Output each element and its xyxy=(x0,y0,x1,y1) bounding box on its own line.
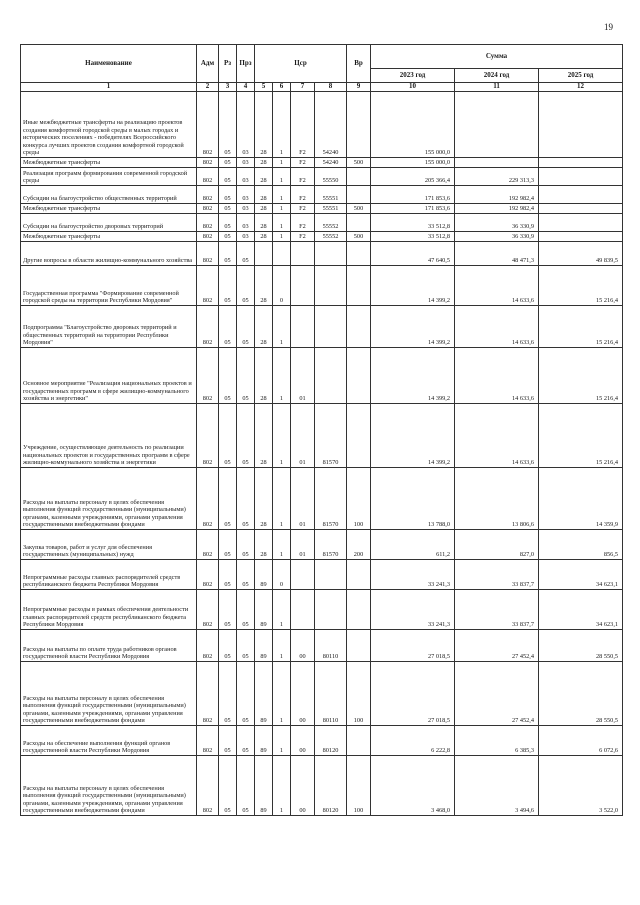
row-rz: 05 xyxy=(219,630,237,662)
row-csr-event: 00 xyxy=(291,630,315,662)
row-prz: 03 xyxy=(237,214,255,232)
row-adm: 802 xyxy=(197,168,219,186)
row-csr-event: 01 xyxy=(291,348,315,404)
row-csr-code: 55551 xyxy=(315,204,347,214)
row-sum-2024: 14 633,6 xyxy=(455,404,539,468)
row-name: Подпрограмма "Благоустройство дворовых территорий и общественных территорий на территории Республики Мордовия" xyxy=(21,306,197,348)
row-vr xyxy=(347,404,371,468)
row-csr-event: 00 xyxy=(291,756,315,816)
row-sum-2025 xyxy=(539,232,623,242)
row-sum-2023: 13 788,0 xyxy=(371,468,455,530)
row-vr xyxy=(347,560,371,590)
row-vr: 200 xyxy=(347,530,371,560)
row-sum-2023: 171 853,6 xyxy=(371,204,455,214)
row-rz: 05 xyxy=(219,92,237,158)
row-prz: 05 xyxy=(237,662,255,726)
row-prz: 03 xyxy=(237,186,255,204)
row-prz: 05 xyxy=(237,756,255,816)
header-2025: 2025 год xyxy=(539,69,623,83)
row-adm: 802 xyxy=(197,404,219,468)
row-csr-code: 55552 xyxy=(315,232,347,242)
row-sum-2025: 34 623,1 xyxy=(539,560,623,590)
row-sum-2025: 15 216,4 xyxy=(539,266,623,306)
row-vr xyxy=(347,590,371,630)
column-number: 10 xyxy=(371,83,455,92)
row-sum-2024: 14 633,6 xyxy=(455,266,539,306)
column-number: 11 xyxy=(455,83,539,92)
row-csr-code: 81570 xyxy=(315,404,347,468)
row-csr-subprogram: 1 xyxy=(273,662,291,726)
row-sum-2024 xyxy=(455,92,539,158)
row-prz: 05 xyxy=(237,726,255,756)
column-number: 3 xyxy=(219,83,237,92)
row-rz: 05 xyxy=(219,468,237,530)
row-csr-event xyxy=(291,560,315,590)
row-csr-subprogram: 0 xyxy=(273,266,291,306)
row-csr-event xyxy=(291,242,315,266)
row-adm: 802 xyxy=(197,92,219,158)
row-name: Учреждение, осуществляющее деятельность по реализации национальных проектов и государственных программ в сфере жилищно-коммунального хозяйства и энергетики xyxy=(21,404,197,468)
row-sum-2024: 36 330,9 xyxy=(455,232,539,242)
row-csr-event: 00 xyxy=(291,662,315,726)
row-prz: 05 xyxy=(237,590,255,630)
table-row xyxy=(21,186,623,204)
row-csr-event: 01 xyxy=(291,530,315,560)
row-vr xyxy=(347,306,371,348)
row-prz: 03 xyxy=(237,204,255,214)
row-prz: 05 xyxy=(237,242,255,266)
row-csr-event: F2 xyxy=(291,214,315,232)
row-csr-subprogram xyxy=(273,242,291,266)
row-csr-subprogram: 1 xyxy=(273,726,291,756)
row-csr-code: 55552 xyxy=(315,214,347,232)
column-number: 4 xyxy=(237,83,255,92)
row-csr-subprogram: 1 xyxy=(273,168,291,186)
row-adm: 802 xyxy=(197,662,219,726)
row-name: Расходы на выплаты персоналу в целях обеспечения выполнения функций государственными (муниципальными) органами, казенными учреждениями, органами управления государственными внебюджетными фондами xyxy=(21,662,197,726)
row-name: Расходы на выплаты персоналу в целях обеспечения выполнения функций государственными (муниципальными) органами, казенными учреждениями, органами управления государственными внебюджетными фондами xyxy=(21,756,197,816)
table-row xyxy=(21,348,623,404)
row-name: Субсидии на благоустройство дворовых территорий xyxy=(21,214,197,232)
row-rz: 05 xyxy=(219,168,237,186)
row-csr-program: 28 xyxy=(255,186,273,204)
row-sum-2023: 14 399,2 xyxy=(371,404,455,468)
row-csr-subprogram: 1 xyxy=(273,630,291,662)
row-sum-2025 xyxy=(539,92,623,158)
row-sum-2025 xyxy=(539,168,623,186)
row-adm: 802 xyxy=(197,530,219,560)
row-sum-2025 xyxy=(539,186,623,204)
table-row xyxy=(21,214,623,232)
row-prz: 05 xyxy=(237,468,255,530)
row-adm: 802 xyxy=(197,630,219,662)
row-sum-2023: 27 018,5 xyxy=(371,630,455,662)
row-csr-code: 80120 xyxy=(315,726,347,756)
row-sum-2025 xyxy=(539,158,623,168)
row-csr-event: F2 xyxy=(291,92,315,158)
row-sum-2024: 6 385,3 xyxy=(455,726,539,756)
table-row xyxy=(21,242,623,266)
row-csr-code: 80120 xyxy=(315,756,347,816)
header-name: Наименование xyxy=(21,45,197,83)
row-name: Реализация программ формирования современной городской среды xyxy=(21,168,197,186)
table-row xyxy=(21,404,623,468)
row-csr-program: 28 xyxy=(255,158,273,168)
row-vr: 100 xyxy=(347,756,371,816)
table-row xyxy=(21,266,623,306)
row-csr-program: 28 xyxy=(255,168,273,186)
row-adm: 802 xyxy=(197,590,219,630)
row-name: Непрограммные расходы в рамках обеспечения деятельности главных распорядителей средств республиканского бюджета Республики Мордовия xyxy=(21,590,197,630)
row-prz: 05 xyxy=(237,560,255,590)
row-csr-subprogram: 1 xyxy=(273,214,291,232)
row-sum-2025: 15 216,4 xyxy=(539,404,623,468)
row-rz: 05 xyxy=(219,158,237,168)
row-vr: 500 xyxy=(347,158,371,168)
row-vr xyxy=(347,630,371,662)
row-adm: 802 xyxy=(197,266,219,306)
row-name: Расходы на выплаты персоналу в целях обеспечения выполнения функций государственными (муниципальными) органами, казенными учреждениями, органами управления государственными внебюджетными фондами xyxy=(21,468,197,530)
header-rz: Рз xyxy=(219,45,237,83)
row-prz: 03 xyxy=(237,92,255,158)
row-csr-program: 89 xyxy=(255,726,273,756)
row-adm: 802 xyxy=(197,158,219,168)
row-rz: 05 xyxy=(219,214,237,232)
row-vr: 500 xyxy=(347,204,371,214)
row-name: Межбюджетные трансферты xyxy=(21,158,197,168)
row-sum-2024: 229 313,3 xyxy=(455,168,539,186)
row-csr-code: 54240 xyxy=(315,92,347,158)
row-name: Государственная программа "Формирование современной городской среды на территории Республики Мордовия" xyxy=(21,266,197,306)
row-csr-code xyxy=(315,306,347,348)
row-csr-code xyxy=(315,348,347,404)
row-sum-2023: 611,2 xyxy=(371,530,455,560)
row-prz: 05 xyxy=(237,266,255,306)
table-row xyxy=(21,560,623,590)
row-csr-program: 28 xyxy=(255,92,273,158)
header-prz: Прз xyxy=(237,45,255,83)
row-sum-2024: 33 837,7 xyxy=(455,590,539,630)
row-prz: 03 xyxy=(237,158,255,168)
row-csr-event: F2 xyxy=(291,158,315,168)
row-adm: 802 xyxy=(197,726,219,756)
row-sum-2024 xyxy=(455,158,539,168)
column-numbers-row xyxy=(21,83,623,92)
row-csr-subprogram: 1 xyxy=(273,530,291,560)
row-vr: 100 xyxy=(347,662,371,726)
row-csr-subprogram: 1 xyxy=(273,92,291,158)
row-csr-event: F2 xyxy=(291,232,315,242)
row-rz: 05 xyxy=(219,232,237,242)
row-csr-subprogram: 1 xyxy=(273,204,291,214)
row-csr-event xyxy=(291,590,315,630)
row-vr: 100 xyxy=(347,468,371,530)
row-vr xyxy=(347,726,371,756)
row-csr-program: 28 xyxy=(255,266,273,306)
header-sum: Сумма xyxy=(371,45,623,69)
row-sum-2025 xyxy=(539,204,623,214)
row-sum-2025: 15 216,4 xyxy=(539,348,623,404)
row-csr-subprogram: 1 xyxy=(273,590,291,630)
row-adm: 802 xyxy=(197,232,219,242)
row-csr-event: F2 xyxy=(291,168,315,186)
row-sum-2024: 14 633,6 xyxy=(455,348,539,404)
row-rz: 05 xyxy=(219,590,237,630)
row-name: Закупка товаров, работ и услуг для обеспечения государственных (муниципальных) нужд xyxy=(21,530,197,560)
row-csr-event xyxy=(291,306,315,348)
header-vr: Вр xyxy=(347,45,371,83)
row-csr-code: 81570 xyxy=(315,468,347,530)
row-name: Основное мероприятие "Реализация национальных проектов и государственных программ в сфере жилищно-коммунального хозяйства и энергетики" xyxy=(21,348,197,404)
row-rz: 05 xyxy=(219,306,237,348)
row-prz: 03 xyxy=(237,232,255,242)
row-csr-code: 80110 xyxy=(315,630,347,662)
row-vr xyxy=(347,168,371,186)
row-csr-program: 28 xyxy=(255,404,273,468)
row-prz: 05 xyxy=(237,630,255,662)
table-row xyxy=(21,468,623,530)
row-rz: 05 xyxy=(219,266,237,306)
row-csr-program: 28 xyxy=(255,530,273,560)
row-vr: 500 xyxy=(347,232,371,242)
row-csr-subprogram: 1 xyxy=(273,348,291,404)
row-adm: 802 xyxy=(197,242,219,266)
row-csr-subprogram: 1 xyxy=(273,186,291,204)
row-sum-2024: 13 806,6 xyxy=(455,468,539,530)
row-prz: 05 xyxy=(237,348,255,404)
row-csr-subprogram: 1 xyxy=(273,306,291,348)
row-prz: 05 xyxy=(237,306,255,348)
row-name: Расходы на выплаты по оплате труда работников органов государственной власти Республики Мордовия xyxy=(21,630,197,662)
table-row xyxy=(21,92,623,158)
row-rz: 05 xyxy=(219,348,237,404)
row-sum-2025: 28 550,5 xyxy=(539,630,623,662)
row-sum-2023: 33 512,8 xyxy=(371,214,455,232)
row-sum-2025: 856,5 xyxy=(539,530,623,560)
row-csr-event: 00 xyxy=(291,726,315,756)
row-sum-2023: 33 512,8 xyxy=(371,232,455,242)
row-rz: 05 xyxy=(219,726,237,756)
row-csr-program: 28 xyxy=(255,214,273,232)
row-rz: 05 xyxy=(219,404,237,468)
row-csr-event xyxy=(291,266,315,306)
row-name: Иные межбюджетные трансферты на реализацию проектов создания комфортной городской среды в малых городах и исторических поселениях - победителях Всероссийского конкурса лучших проектов создания комфортной городской среды xyxy=(21,92,197,158)
row-sum-2023: 33 241,3 xyxy=(371,560,455,590)
column-number: 9 xyxy=(347,83,371,92)
row-csr-event: 01 xyxy=(291,404,315,468)
row-name: Субсидии на благоустройство общественных территорий xyxy=(21,186,197,204)
row-sum-2024: 27 452,4 xyxy=(455,630,539,662)
row-csr-program: 89 xyxy=(255,630,273,662)
table-row xyxy=(21,590,623,630)
row-sum-2024: 192 982,4 xyxy=(455,204,539,214)
row-sum-2023: 3 468,0 xyxy=(371,756,455,816)
page-number: 19 xyxy=(604,22,613,32)
row-csr-program: 28 xyxy=(255,306,273,348)
row-adm: 802 xyxy=(197,560,219,590)
row-csr-program: 28 xyxy=(255,232,273,242)
row-sum-2023: 27 018,5 xyxy=(371,662,455,726)
row-csr-event: F2 xyxy=(291,186,315,204)
table-row xyxy=(21,204,623,214)
row-name: Межбюджетные трансферты xyxy=(21,232,197,242)
row-vr xyxy=(347,242,371,266)
row-sum-2023: 33 241,3 xyxy=(371,590,455,630)
row-sum-2023: 47 640,5 xyxy=(371,242,455,266)
row-sum-2023: 14 399,2 xyxy=(371,306,455,348)
row-sum-2025 xyxy=(539,214,623,232)
row-sum-2023: 14 399,2 xyxy=(371,348,455,404)
row-sum-2025: 6 072,6 xyxy=(539,726,623,756)
row-csr-subprogram: 1 xyxy=(273,158,291,168)
header-2024: 2024 год xyxy=(455,69,539,83)
row-csr-program: 89 xyxy=(255,662,273,726)
row-vr xyxy=(347,186,371,204)
row-csr-event: F2 xyxy=(291,204,315,214)
row-csr-program: 28 xyxy=(255,468,273,530)
row-rz: 05 xyxy=(219,662,237,726)
row-prz: 03 xyxy=(237,168,255,186)
row-rz: 05 xyxy=(219,204,237,214)
header-adm: Адм xyxy=(197,45,219,83)
row-csr-event: 01 xyxy=(291,468,315,530)
row-rz: 05 xyxy=(219,530,237,560)
row-adm: 802 xyxy=(197,306,219,348)
row-sum-2024: 827,0 xyxy=(455,530,539,560)
header-csr: Цср xyxy=(255,45,347,83)
table-row xyxy=(21,158,623,168)
row-csr-program: 28 xyxy=(255,348,273,404)
header-2023: 2023 год xyxy=(371,69,455,83)
row-sum-2025: 3 522,0 xyxy=(539,756,623,816)
row-adm: 802 xyxy=(197,204,219,214)
column-number: 7 xyxy=(291,83,315,92)
row-sum-2023: 6 222,8 xyxy=(371,726,455,756)
row-prz: 05 xyxy=(237,404,255,468)
table-row xyxy=(21,726,623,756)
column-number: 5 xyxy=(255,83,273,92)
row-name: Расходы на обеспечение выполнения функций органов государственной власти Республики Мордовия xyxy=(21,726,197,756)
row-adm: 802 xyxy=(197,214,219,232)
row-sum-2025: 28 550,5 xyxy=(539,662,623,726)
row-rz: 05 xyxy=(219,186,237,204)
row-csr-subprogram: 1 xyxy=(273,756,291,816)
row-csr-code: 81570 xyxy=(315,530,347,560)
row-csr-program: 89 xyxy=(255,560,273,590)
table-row xyxy=(21,168,623,186)
row-vr xyxy=(347,92,371,158)
row-sum-2025: 49 839,5 xyxy=(539,242,623,266)
row-name: Межбюджетные трансферты xyxy=(21,204,197,214)
budget-table xyxy=(20,44,623,816)
table-row xyxy=(21,232,623,242)
row-sum-2024: 192 982,4 xyxy=(455,186,539,204)
column-number: 6 xyxy=(273,83,291,92)
row-sum-2024: 36 330,9 xyxy=(455,214,539,232)
row-sum-2023: 205 366,4 xyxy=(371,168,455,186)
row-prz: 05 xyxy=(237,530,255,560)
row-sum-2023: 155 000,0 xyxy=(371,92,455,158)
row-sum-2024: 14 633,6 xyxy=(455,306,539,348)
row-csr-code xyxy=(315,560,347,590)
row-sum-2024: 48 471,3 xyxy=(455,242,539,266)
row-sum-2024: 3 494,6 xyxy=(455,756,539,816)
column-number: 2 xyxy=(197,83,219,92)
row-sum-2025: 34 623,1 xyxy=(539,590,623,630)
row-sum-2025: 14 359,9 xyxy=(539,468,623,530)
column-number: 1 xyxy=(21,83,197,92)
column-number: 8 xyxy=(315,83,347,92)
table-row xyxy=(21,306,623,348)
row-csr-program: 28 xyxy=(255,204,273,214)
row-name: Непрограммные расходы главных распорядителей средств республиканского бюджета Республики Мордовия xyxy=(21,560,197,590)
table-row xyxy=(21,756,623,816)
row-vr xyxy=(347,348,371,404)
row-name: Другие вопросы в области жилищно-коммунального хозяйства xyxy=(21,242,197,266)
row-vr xyxy=(347,214,371,232)
row-csr-code xyxy=(315,266,347,306)
row-adm: 802 xyxy=(197,468,219,530)
row-adm: 802 xyxy=(197,186,219,204)
row-adm: 802 xyxy=(197,756,219,816)
row-csr-code xyxy=(315,590,347,630)
table-row xyxy=(21,530,623,560)
row-csr-program: 89 xyxy=(255,756,273,816)
row-adm: 802 xyxy=(197,348,219,404)
row-csr-subprogram: 0 xyxy=(273,560,291,590)
row-sum-2024: 33 837,7 xyxy=(455,560,539,590)
row-csr-subprogram: 1 xyxy=(273,468,291,530)
row-sum-2023: 155 000,0 xyxy=(371,158,455,168)
row-csr-code: 80110 xyxy=(315,662,347,726)
row-rz: 05 xyxy=(219,756,237,816)
row-csr-code xyxy=(315,242,347,266)
row-csr-code: 55550 xyxy=(315,168,347,186)
row-sum-2024: 27 452,4 xyxy=(455,662,539,726)
row-csr-subprogram: 1 xyxy=(273,232,291,242)
row-csr-code: 55551 xyxy=(315,186,347,204)
table-row xyxy=(21,662,623,726)
row-csr-code: 54240 xyxy=(315,158,347,168)
row-sum-2023: 171 853,6 xyxy=(371,186,455,204)
row-csr-subprogram: 1 xyxy=(273,404,291,468)
row-rz: 05 xyxy=(219,242,237,266)
row-sum-2023: 14 399,2 xyxy=(371,266,455,306)
column-number: 12 xyxy=(539,83,623,92)
row-rz: 05 xyxy=(219,560,237,590)
row-sum-2025: 15 216,4 xyxy=(539,306,623,348)
row-csr-program xyxy=(255,242,273,266)
row-csr-program: 89 xyxy=(255,590,273,630)
table-row xyxy=(21,630,623,662)
row-vr xyxy=(347,266,371,306)
